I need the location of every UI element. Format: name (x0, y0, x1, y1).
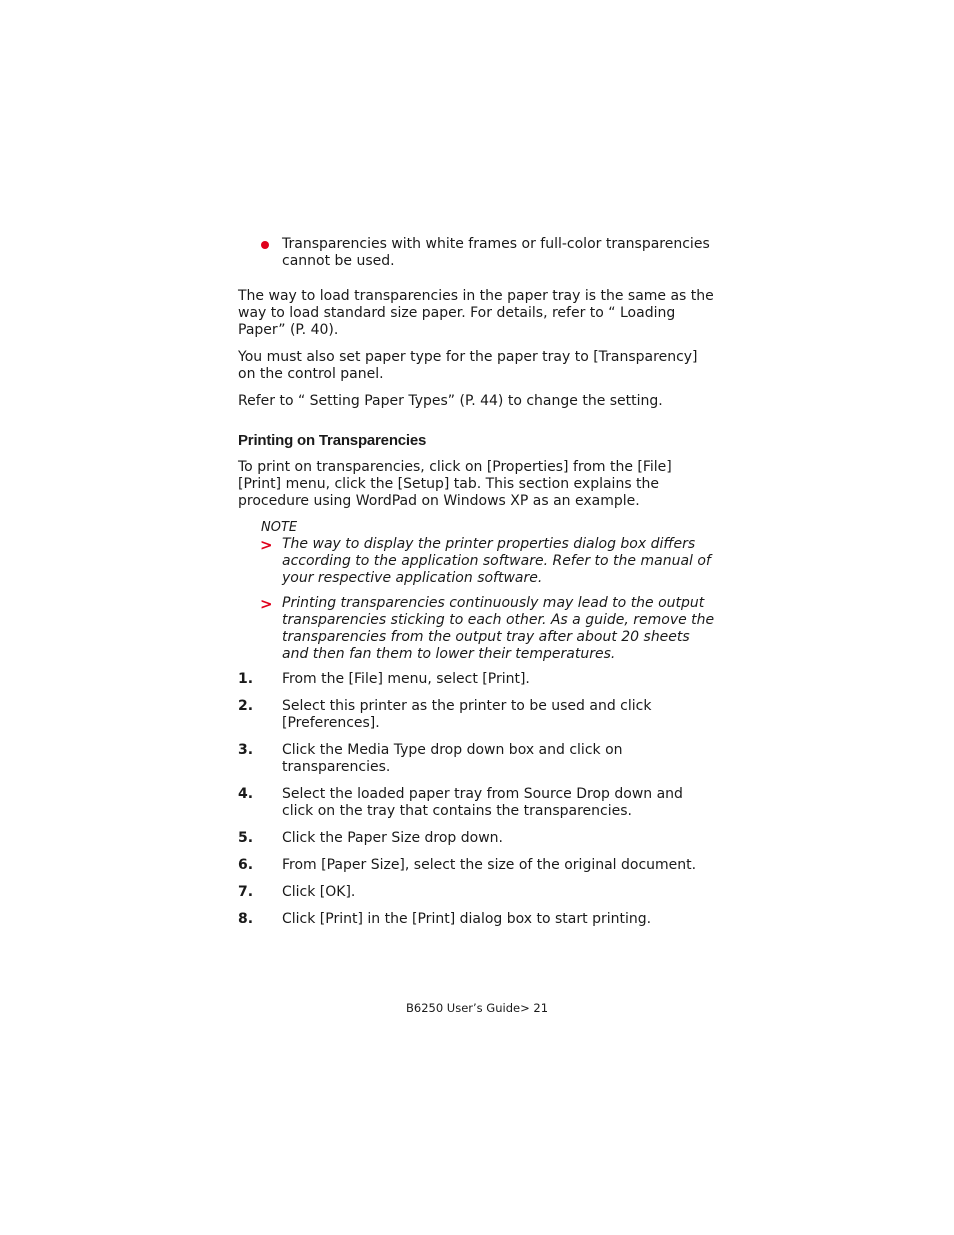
step-number: 8. (238, 911, 254, 927)
step-item (238, 698, 718, 732)
step-text: Select the loaded paper tray from Source Drop down and click on the tray that contains the transparencies. (282, 786, 683, 819)
paragraph-refer: Refer to “ Setting Paper Types” (P. 44) to change the setting. (238, 393, 663, 409)
step-item (238, 830, 718, 847)
paragraph-paper-type: You must also set paper type for the paper tray to [Transparency] on the control panel. (238, 349, 698, 382)
paragraph-loading: The way to load transparencies in the paper tray is the same as the way to load standard size paper. For details, refer to “ Loading Paper” (P. 40). (238, 288, 714, 338)
step-item (238, 742, 718, 776)
step-text: From [Paper Size], select the size of the original document. (282, 857, 697, 873)
note-item (238, 536, 718, 587)
note-arrow-icon: > (260, 595, 273, 613)
note-label: NOTE (261, 520, 298, 535)
section-heading: Printing on Transparencies (238, 432, 427, 449)
page-footer: B6250 User’s Guide> 21 (405, 1001, 549, 1015)
step-number: 5. (238, 830, 254, 846)
step-text: Click [Print] in the [Print] dialog box to start printing. (282, 911, 652, 927)
note-item (238, 595, 718, 663)
step-number: 6. (238, 857, 254, 873)
note-text: The way to display the printer properties dialog box differs according to the application software. Refer to the manual of your respective application software. (282, 536, 711, 586)
section-intro: To print on transparencies, click on [Properties] from the [File] [Print] menu, click the [Setup] tab. This section explains the procedure using WordPad on Windows XP as an example. (238, 459, 672, 509)
step-item (238, 911, 718, 928)
bullet-text: Transparencies with white frames or full-color transparencies cannot be used. (282, 236, 710, 269)
step-number: 4. (238, 786, 254, 802)
document-page (238, 236, 718, 938)
step-item (238, 884, 718, 901)
step-number: 7. (238, 884, 254, 900)
step-text: Click the Paper Size drop down. (282, 830, 503, 846)
note-text: Printing transparencies continuously may lead to the output transparencies sticking to each other. As a guide, remove the transparencies from the output tray after about 20 sheets and then fan them to lower their temperatures. (282, 595, 715, 662)
step-number: 2. (238, 698, 254, 714)
bullet-dot-icon (261, 241, 269, 249)
bullet-item (238, 236, 718, 270)
step-text: Click the Media Type drop down box and click on transparencies. (282, 742, 623, 775)
step-item (238, 671, 718, 688)
step-number: 3. (238, 742, 254, 758)
step-text: Click [OK]. (282, 884, 356, 900)
step-item (238, 857, 718, 874)
step-number: 1. (238, 671, 254, 687)
step-text: From the [File] menu, select [Print]. (282, 671, 530, 687)
step-text: Select this printer as the printer to be used and click [Preferences]. (282, 698, 652, 731)
step-item (238, 786, 718, 820)
note-arrow-icon: > (260, 536, 273, 554)
steps-list (238, 671, 718, 928)
